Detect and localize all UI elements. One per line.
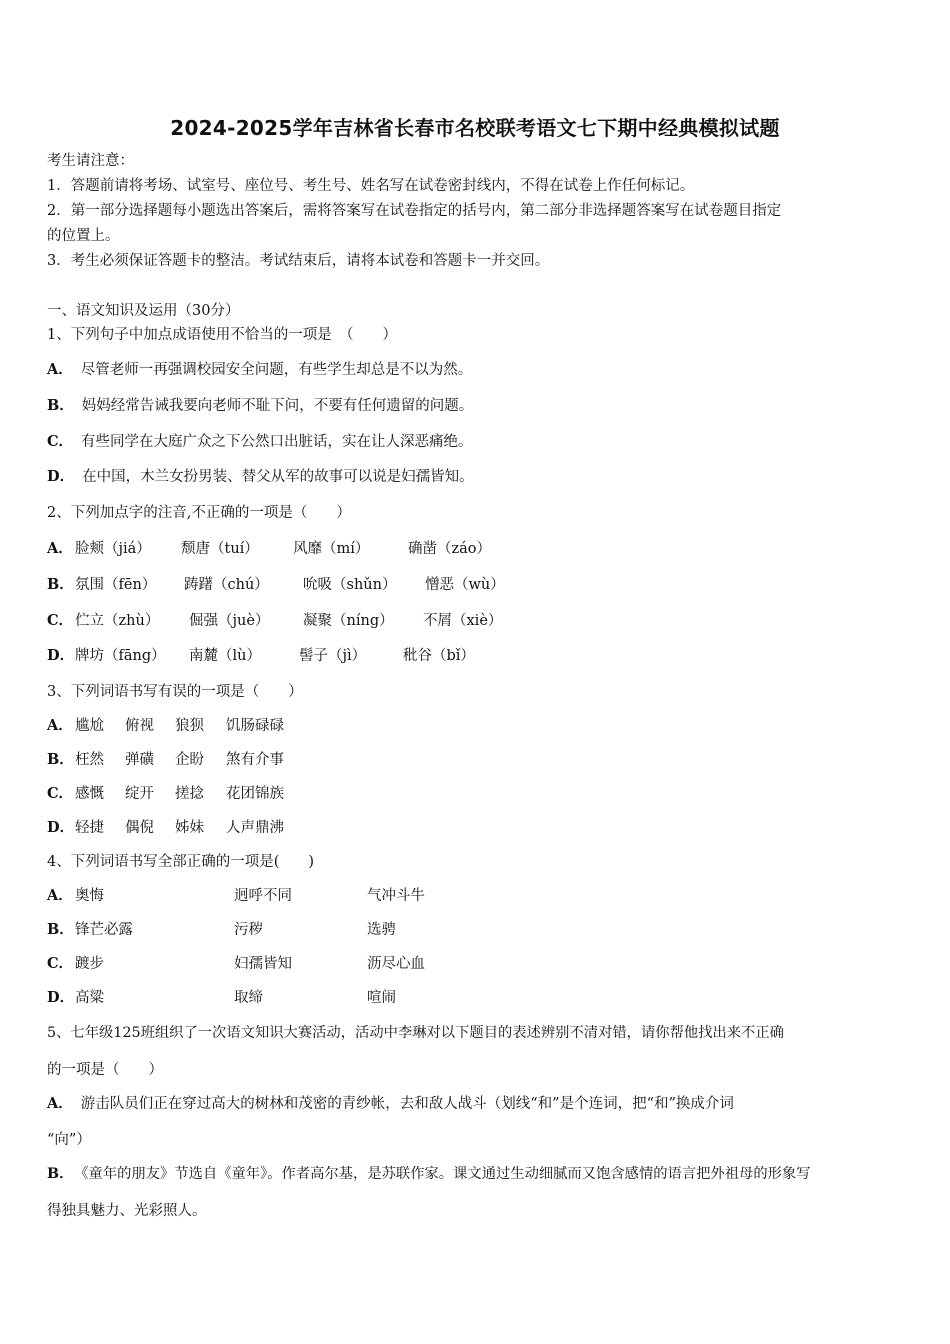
option-label: D． [47,468,75,485]
q3-row-a-label: A． [47,717,73,734]
q1-option-c [47,432,473,452]
q4-row-c-item-1: 踱步 [75,956,104,972]
q3-row-a-item-1: 尴尬 [75,718,104,734]
q3-row-b-item-1: 枉然 [75,752,104,768]
notice-item-2-cont: 的位置上。 [47,228,120,244]
q3-row-d-item-3: 姊妹 [175,820,204,836]
q2-stem: 2、下列加点字的注音,不正确的一项是（ ） [47,505,351,521]
q2-row-b-item-2: 踌躇（chú） [184,577,269,593]
q4-row-d-item-2: 取缔 [234,990,263,1006]
q3-row-b-label: B． [47,751,74,768]
q1-option-b [47,396,473,416]
q3-row-c-item-4: 花团锦族 [226,786,284,802]
q2-row-d-item-1: 牌坊（fāng） [75,648,166,664]
q3-row-b-item-3: 企盼 [175,752,204,768]
q3-row-c-label: C． [47,785,74,802]
q1-option-a [47,360,472,380]
q2-row-c-item-1: 伫立（zhù） [75,613,160,629]
q2-row-c-item-3: 凝聚（níng） [303,613,394,629]
q2-row-c-item-2: 倔强（juè） [189,613,270,629]
q3-stem: 3、下列词语书写有误的一项是（ ） [47,684,303,700]
q2-row-b-item-3: 吮吸（shǔn） [303,577,397,593]
option-label: B． [47,397,74,414]
q3-row-a-item-2: 俯视 [125,718,154,734]
q2-row-b-label: B． [47,576,74,593]
q5-stem-line2: 的一项是（ ） [47,1062,163,1078]
q4-row-a-label: A． [47,887,73,904]
q3-row-a-item-4: 饥肠碌碌 [226,718,284,734]
q5-stem-line1: 5、七年级125班组织了一次语文知识大赛活动，活动中李琳对以下题目的表述辨别不清对错，请你帮他找出来不正确 [47,1025,784,1041]
q3-row-c-item-3: 搓捻 [175,786,204,802]
option-text: 《童年的朋友》节选自《童年》。作者高尔基，是苏联作家。课文通过生动细腻而又饱含感情的语言把外祖母的形象写 [81,1166,811,1182]
q4-row-c-item-2: 妇孺皆知 [234,956,292,972]
option-text: 妈妈经常告诫我要向老师不耻下问，不要有任何遗留的问题。 [81,398,474,414]
notice-item-1: 1．答题前请将考场、试室号、座位号、考生号、姓名写在试卷密封线内，不得在试卷上作任何标记。 [47,178,695,194]
q4-row-b-item-3: 选骋 [367,922,396,938]
notice-item-2: 2．第一部分选择题每小题选出答案后，需将答案写在试卷指定的括号内，第二部分非选择题答案写在试卷题目指定 [47,203,782,219]
q2-row-c-item-4: 不屑（xiè） [423,613,503,629]
option-label: A． [47,1095,73,1112]
q2-row-a-label: A． [47,540,73,557]
option-text: 游击队员们正在穿过高大的树林和茂密的青纱帐，去和敌人战斗（划线“和”是个连词，把“和”换成介词 [80,1096,734,1112]
option-text: 尽管老师一再强调校园安全问题，有些学生却总是不以为然。 [80,362,473,378]
option-text: 在中国，木兰女扮男装、替父从军的故事可以说是妇孺皆知。 [82,469,474,485]
q2-row-d-label: D． [47,647,75,664]
q3-row-b-item-4: 煞有介事 [226,752,284,768]
section-heading: 一、语文知识及运用（30分） [47,303,240,319]
q2-row-d-item-4: 秕谷（bǐ） [403,648,475,664]
q2-row-d-item-3: 髻子（jì） [299,648,367,664]
option-text: 有些同学在大庭广众之下公然口出脏话，实在让人深恶痛绝。 [81,434,473,450]
q4-stem: 4、下列词语书写全部正确的一项是( ) [47,854,315,870]
option-label: C． [47,433,74,450]
q2-row-c-label: C． [47,612,74,629]
q4-row-c-item-3: 沥尽心血 [367,956,425,972]
q4-row-b-item-1: 锋芒必露 [75,922,133,938]
q2-row-a-item-1: 脸颊（jiá） [75,541,151,557]
q2-row-b-item-1: 氛围（fēn） [75,577,157,593]
option-label: B． [47,1166,74,1182]
q5-option-b-cont: 得独具魅力、光彩照人。 [47,1203,207,1219]
q5-option-b [47,1164,811,1184]
q1-option-d [47,467,474,487]
q4-row-b-item-2: 污秽 [234,922,263,938]
q2-row-d-item-2: 南麓（lù） [189,648,261,664]
q4-row-d-item-1: 高粱 [75,990,104,1006]
q3-row-c-item-1: 感慨 [75,786,104,802]
q5-option-a [47,1094,734,1114]
q3-row-d-item-2: 偶倪 [125,820,154,836]
q2-row-a-item-2: 颓唐（tuí） [181,541,259,557]
q3-row-d-label: D． [47,819,75,836]
q4-row-a-item-2: 迥呼不同 [234,888,292,904]
q2-row-b-item-4: 憎恶（wù） [425,577,505,593]
q2-row-a-item-3: 风靡（mí） [293,541,370,557]
q3-row-b-item-2: 弹磺 [125,752,154,768]
q3-row-d-item-4: 人声鼎沸 [226,820,284,836]
q5-option-a-cont: “向”） [47,1132,91,1148]
q3-row-c-item-2: 绽开 [125,786,154,802]
q3-row-d-item-1: 轻捷 [75,820,104,836]
q4-row-d-label: D． [47,989,75,1006]
notice-heading: 考生请注意： [47,153,134,169]
q3-row-a-item-3: 狼狈 [175,718,204,734]
q1-stem: 1、下列句子中加点成语使用不恰当的一项是 （ ） [47,327,397,343]
notice-item-3: 3．考生必须保证答题卡的整洁。考试结束后，请将本试卷和答题卡一并交回。 [47,253,550,269]
option-label: A． [47,361,73,378]
q4-row-c-label: C． [47,955,74,972]
page-title: 2024-2025学年吉林省长春市名校联考语文七下期中经典模拟试题 [170,116,780,140]
q4-row-b-label: B． [47,921,74,938]
q4-row-d-item-3: 喧闹 [367,990,396,1006]
q4-row-a-item-1: 奥悔 [75,888,104,904]
q4-row-a-item-3: 气冲斗牛 [367,888,425,904]
q2-row-a-item-4: 确凿（záo） [408,541,492,557]
